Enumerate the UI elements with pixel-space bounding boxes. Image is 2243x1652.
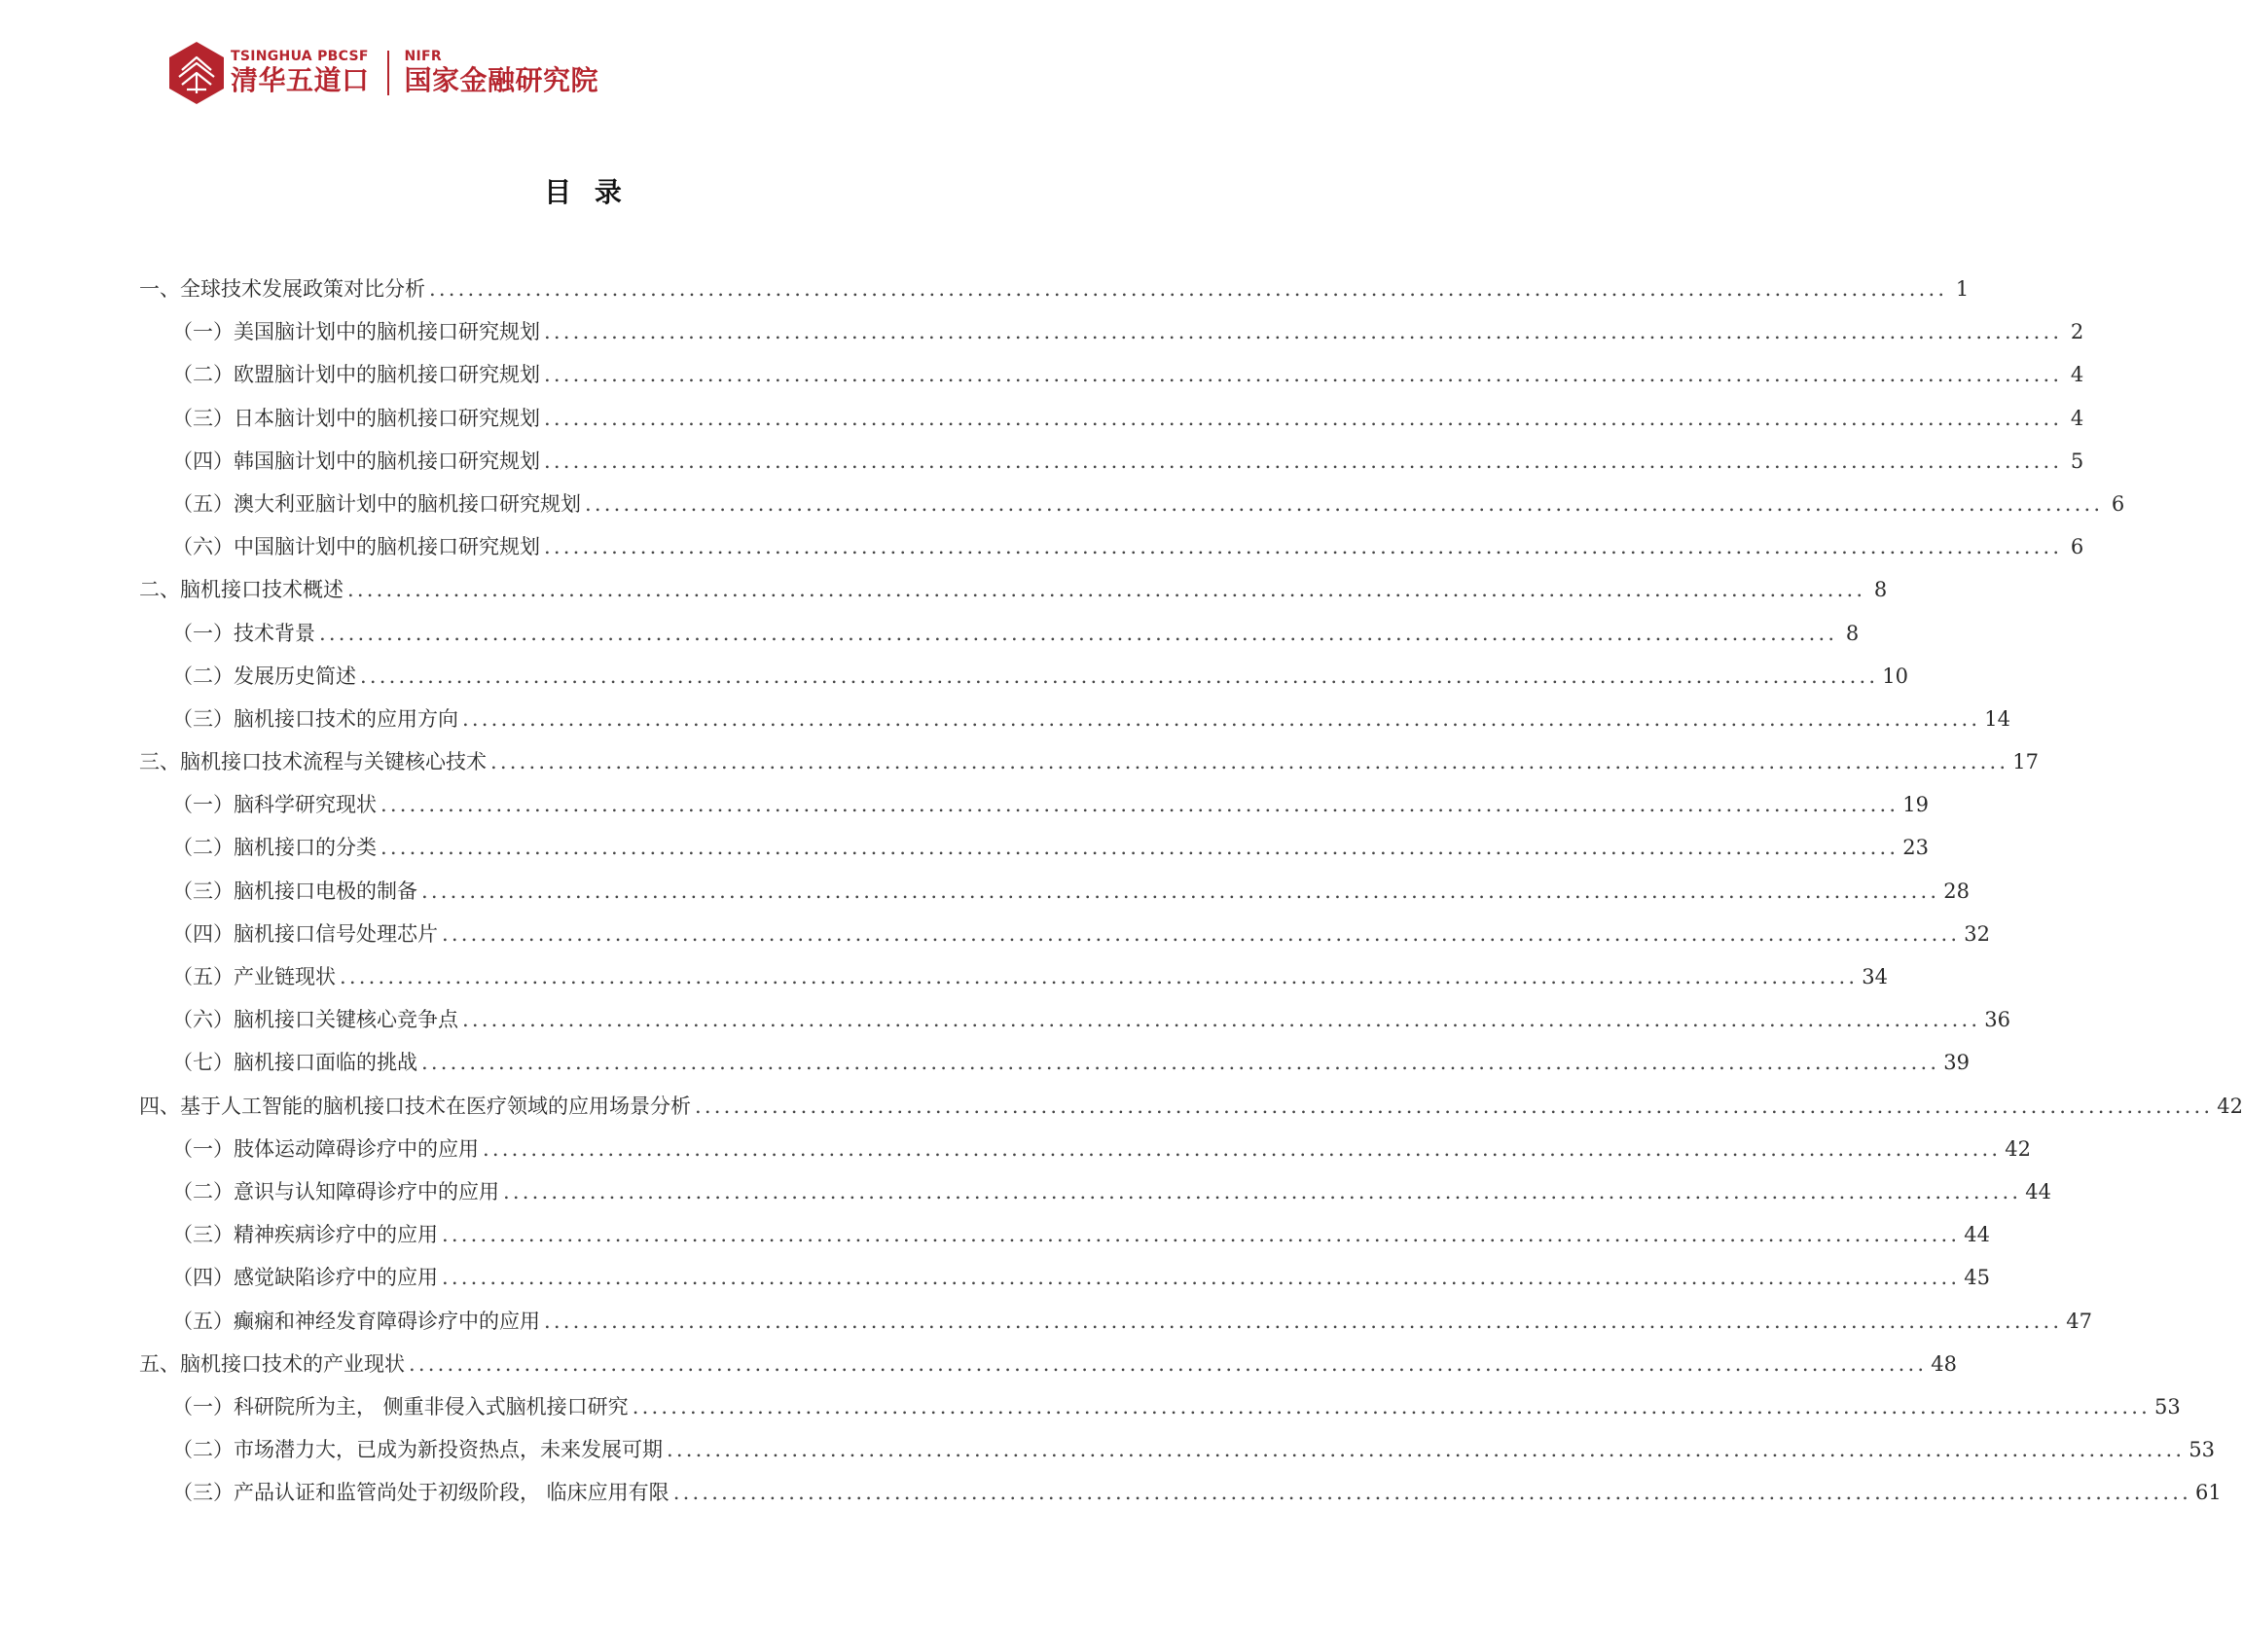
page-title: 目 录 <box>544 176 624 208</box>
toc-section-entry[interactable] <box>139 877 1971 919</box>
toc-section-entry[interactable] <box>139 919 1991 962</box>
toc-entry-title: （三）日本脑计划中的脑机接口研究规划 <box>172 406 540 430</box>
toc-dot-leader: .............................................................................................................................................................. <box>544 320 2063 344</box>
toc-entry-title: （五）产业链现状 <box>172 965 336 988</box>
toc-dot-leader: .............................................................................................................................................................. <box>544 449 2063 473</box>
toc-entry-title: （四）韩国脑计划中的脑机接口研究规划 <box>172 449 540 473</box>
brand-chinese-name: 清华五道口 <box>231 64 370 96</box>
org-chinese-name: 国家金融研究院 <box>404 64 599 96</box>
toc-section-entry[interactable] <box>139 1263 1991 1306</box>
toc-dot-leader: .............................................................................................................................................................. <box>421 1051 1940 1075</box>
toc-dot-leader: .............................................................................................................................................................. <box>462 1008 1981 1032</box>
toc-page-number: 34 <box>1862 965 1889 988</box>
toc-entry-title: （七）脑机接口面临的挑战 <box>172 1051 417 1075</box>
toc-section-entry[interactable] <box>139 447 2084 489</box>
toc-dot-leader: .............................................................................................................................................................. <box>429 277 1948 301</box>
toc-page-number: 8 <box>1873 578 1888 602</box>
toc-section-entry[interactable] <box>139 1048 1971 1091</box>
toc-dot-leader: .............................................................................................................................................................. <box>347 578 1866 602</box>
toc-page-number: 8 <box>1845 621 1860 645</box>
toc-dot-leader: .............................................................................................................................................................. <box>695 1094 2214 1118</box>
toc-dot-leader: .............................................................................................................................................................. <box>380 836 1899 860</box>
toc-dot-leader: .............................................................................................................................................................. <box>490 750 2009 774</box>
toc-entry-title: （二）欧盟脑计划中的脑机接口研究规划 <box>172 363 540 387</box>
toc-page-number: 44 <box>2025 1179 2052 1203</box>
toc-section-entry[interactable] <box>139 1307 2093 1349</box>
toc-entry-title: （二）脑机接口的分类 <box>172 836 377 860</box>
toc-section-entry[interactable] <box>139 790 1930 833</box>
toc-entry-title: （二）市场潜力大，已成为新投资热点，未来发展可期 <box>172 1438 663 1462</box>
toc-section-entry[interactable] <box>139 662 1909 704</box>
toc-dot-leader: .............................................................................................................................................................. <box>544 1309 2063 1333</box>
toc-entry-title: （六）中国脑计划中的脑机接口研究规划 <box>172 535 540 559</box>
toc-page-number: 6 <box>2070 535 2084 559</box>
toc-page-number: 53 <box>2189 1438 2216 1462</box>
toc-dot-leader: .............................................................................................................................................................. <box>409 1351 1928 1376</box>
org-english-name: NIFR <box>404 49 442 64</box>
toc-section-entry[interactable] <box>139 1478 2222 1521</box>
toc-page-number: 47 <box>2066 1309 2093 1333</box>
toc-page-number: 2 <box>2070 320 2084 344</box>
toc-section-entry[interactable] <box>139 1005 2011 1048</box>
toc-entry-title: （四）感觉缺陷诊疗中的应用 <box>172 1266 438 1290</box>
toc-dot-leader: .............................................................................................................................................................. <box>340 965 1859 988</box>
toc-entry-title: 三、脑机接口技术流程与关键核心技术 <box>139 750 487 774</box>
toc-section-entry[interactable] <box>139 704 2011 747</box>
toc-section-entry[interactable] <box>139 1392 2181 1435</box>
toc-section-entry[interactable] <box>139 317 2084 360</box>
toc-section-entry[interactable] <box>139 1134 2032 1177</box>
toc-page-number: 23 <box>1902 836 1930 860</box>
toc-section-entry[interactable] <box>139 1177 2052 1220</box>
toc-chapter-entry[interactable] <box>139 575 1888 618</box>
toc-section-entry[interactable] <box>139 489 2125 532</box>
toc-dot-leader: .............................................................................................................................................................. <box>462 706 1981 731</box>
toc-dot-leader: .............................................................................................................................................................. <box>667 1438 2186 1462</box>
toc-entry-title: （三）脑机接口技术的应用方向 <box>172 706 458 731</box>
toc-entry-title: 二、脑机接口技术概述 <box>139 578 344 602</box>
toc-section-entry[interactable] <box>139 619 1860 662</box>
toc-page-number: 5 <box>2070 449 2084 473</box>
toc-section-entry[interactable] <box>139 404 2084 447</box>
toc-page-number: 53 <box>2153 1394 2181 1419</box>
toc-chapter-entry[interactable] <box>139 1092 2243 1134</box>
brand-divider <box>387 51 389 95</box>
toc-page-number: 44 <box>1964 1223 1991 1247</box>
toc-chapter-entry[interactable] <box>139 747 2040 790</box>
brand-nifr <box>405 49 599 97</box>
toc-section-entry[interactable] <box>139 962 1889 1005</box>
toc-dot-leader: .............................................................................................................................................................. <box>544 406 2063 430</box>
toc-dot-leader: .............................................................................................................................................................. <box>442 921 1961 946</box>
toc-section-entry[interactable] <box>139 833 1930 876</box>
toc-page-number: 36 <box>1984 1008 2011 1032</box>
toc-entry-title: 一、全球技术发展政策对比分析 <box>139 277 425 301</box>
toc-page-number: 6 <box>2111 491 2125 516</box>
brand-tsinghua <box>231 49 370 97</box>
toc-section-entry[interactable] <box>139 532 2084 575</box>
toc-entry-title: （一）美国脑计划中的脑机接口研究规划 <box>172 320 540 344</box>
toc-page-number: 17 <box>2012 750 2040 774</box>
toc-entry-title: （五）澳大利亚脑计划中的脑机接口研究规划 <box>172 491 581 516</box>
toc-dot-leader: .............................................................................................................................................................. <box>483 1136 2002 1161</box>
toc-dot-leader: .............................................................................................................................................................. <box>380 793 1899 817</box>
toc-page-number: 39 <box>1943 1051 1971 1075</box>
toc-page-number: 28 <box>1943 879 1971 903</box>
toc-section-entry[interactable] <box>139 1435 2216 1478</box>
toc-entry-title: （一）脑科学研究现状 <box>172 793 377 817</box>
toc-entry-title: （二）意识与认知障碍诊疗中的应用 <box>172 1179 499 1203</box>
toc-entry-title: （六）脑机接口关键核心竞争点 <box>172 1008 458 1032</box>
toc-page-number: 42 <box>2217 1094 2243 1118</box>
toc-entry-title: （二）发展历史简述 <box>172 664 356 688</box>
toc-section-entry[interactable] <box>139 360 2084 403</box>
toc-dot-leader: .............................................................................................................................................................. <box>319 621 1838 645</box>
toc-chapter-entry[interactable] <box>139 274 1970 317</box>
table-of-contents <box>139 274 2243 1521</box>
toc-dot-leader: .............................................................................................................................................................. <box>585 491 2104 516</box>
toc-page-number: 4 <box>2070 363 2084 387</box>
toc-page-number: 10 <box>1882 664 1909 688</box>
toc-dot-leader: .............................................................................................................................................................. <box>632 1394 2151 1419</box>
toc-dot-leader: .............................................................................................................................................................. <box>503 1179 2022 1203</box>
toc-entry-title: （一）科研院所为主， 侧重非侵入式脑机接口研究 <box>172 1394 629 1419</box>
toc-page-number: 32 <box>1964 921 1991 946</box>
toc-dot-leader: .............................................................................................................................................................. <box>672 1481 2191 1505</box>
toc-dot-leader: .............................................................................................................................................................. <box>421 879 1940 903</box>
toc-page-number: 14 <box>1984 706 2011 731</box>
toc-page-number: 4 <box>2070 406 2084 430</box>
toc-chapter-entry[interactable] <box>139 1349 1958 1392</box>
toc-dot-leader: .............................................................................................................................................................. <box>544 535 2063 559</box>
toc-page-number: 48 <box>1931 1351 1958 1376</box>
toc-page-number: 19 <box>1902 793 1930 817</box>
toc-entry-title: 五、脑机接口技术的产业现状 <box>139 1351 405 1376</box>
toc-entry-title: （一）技术背景 <box>172 621 315 645</box>
toc-page-number: 45 <box>1964 1266 1991 1290</box>
toc-entry-title: （三）精神疾病诊疗中的应用 <box>172 1223 438 1247</box>
toc-entry-title: （一）肢体运动障碍诊疗中的应用 <box>172 1136 479 1161</box>
toc-entry-title: （三）产品认证和监管尚处于初级阶段， 临床应用有限 <box>172 1481 669 1505</box>
toc-page-number: 1 <box>1955 277 1970 301</box>
toc-dot-leader: .............................................................................................................................................................. <box>360 664 1879 688</box>
toc-entry-title: （四）脑机接口信号处理芯片 <box>172 921 438 946</box>
brand-english-name: TSINGHUA PBCSF <box>231 49 369 64</box>
toc-section-entry[interactable] <box>139 1220 1991 1263</box>
toc-entry-title: （五）癫痫和神经发育障碍诊疗中的应用 <box>172 1309 540 1333</box>
header-logo <box>168 41 598 105</box>
toc-page-number: 42 <box>2005 1136 2032 1161</box>
toc-dot-leader: .............................................................................................................................................................. <box>544 363 2063 387</box>
toc-dot-leader: .............................................................................................................................................................. <box>442 1223 1961 1247</box>
tsinghua-emblem-icon <box>168 41 225 105</box>
toc-page-number: 61 <box>2194 1481 2222 1505</box>
toc-dot-leader: .............................................................................................................................................................. <box>442 1266 1961 1290</box>
toc-entry-title: （三）脑机接口电极的制备 <box>172 879 417 903</box>
toc-entry-title: 四、基于人工智能的脑机接口技术在医疗领域的应用场景分析 <box>139 1094 691 1118</box>
